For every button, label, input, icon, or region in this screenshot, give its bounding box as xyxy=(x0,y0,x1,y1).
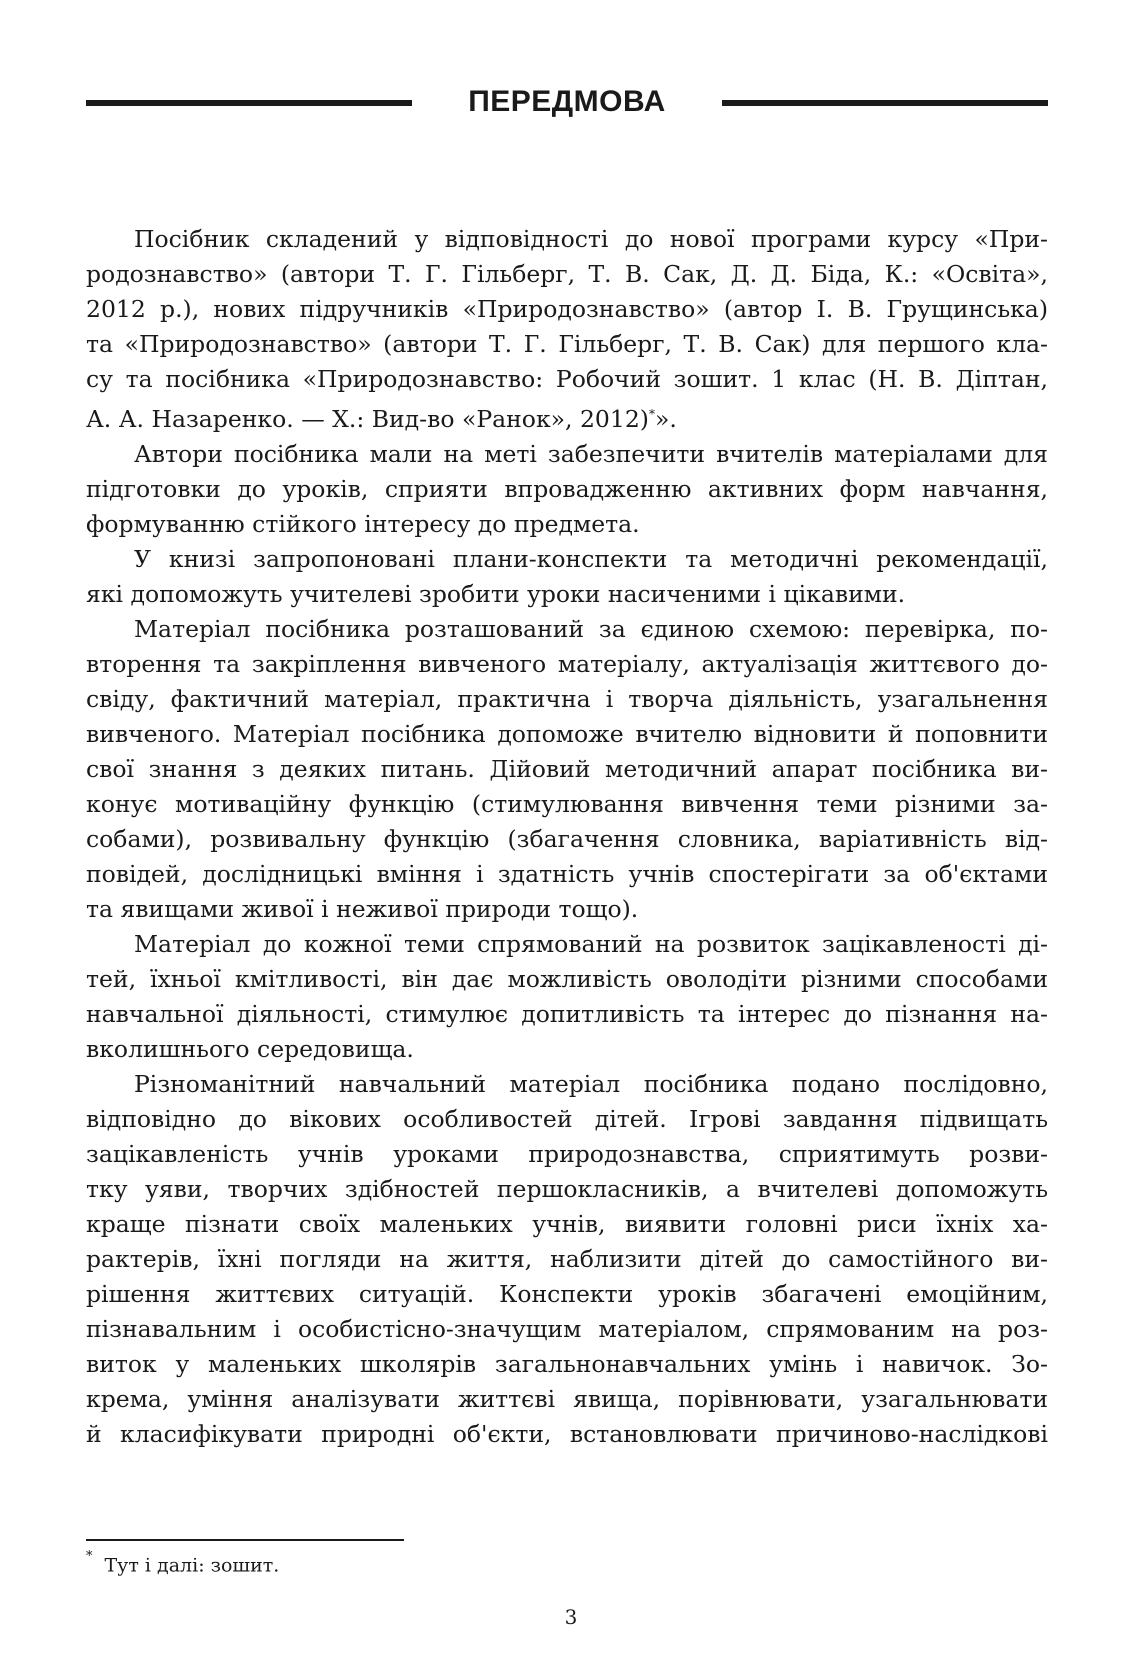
text-line: навчальної діяльності, стимулює допитливість та інтерес до пізнання на- xyxy=(86,999,1048,1028)
page-header xyxy=(86,80,1048,124)
text-line: вколишнього середовища. xyxy=(86,1034,414,1063)
footnote-divider xyxy=(86,1539,404,1541)
text-line: родознавство» (автори Т. Г. Гільберг, Т. В. Сак, Д. Д. Біда, К.: «Освіта», xyxy=(86,260,1048,288)
paragraph-6 xyxy=(86,1067,1048,1452)
header-rule-right xyxy=(722,100,1048,106)
footnote-text: Тут і далі: зошит. xyxy=(104,1554,280,1577)
text-line: зацікавленість учнів уроками природознавства, сприятимуть розви- xyxy=(86,1139,1048,1168)
paragraph-3 xyxy=(86,542,1048,612)
text-line: виток у маленьких школярів загальнонавчальних умінь і навичок. Зо- xyxy=(86,1349,1048,1378)
page-number: 3 xyxy=(564,1605,578,1629)
text-line: 2012 р.), нових підручників «Природознавство» (автор І. В. Грущинська) xyxy=(86,295,1048,323)
text-line: пізнавальним і особистісно-значущим матеріалом, спрямованим на роз- xyxy=(86,1314,1048,1343)
text-line: формуванню стійкого інтересу до предмета. xyxy=(86,509,640,538)
text-line: відповідно до вікових особливостей дітей. Ігрові завдання підвищать xyxy=(86,1104,1048,1133)
paragraph-2 xyxy=(86,437,1048,542)
text-line: які допоможуть учителеві зробити уроки насиченими і цікавими. xyxy=(86,579,906,608)
text-line: Матеріал посібника розташований за єдиною схемою: перевірка, по- xyxy=(134,614,1048,643)
footnote xyxy=(86,1548,279,1578)
text-line: й класифікувати природні об'єкти, встановлювати причиново-наслідкові xyxy=(86,1419,1048,1448)
text-line: крема, уміння аналізувати життєві явища, порівнювати, узагальнювати xyxy=(86,1384,1048,1413)
text-line: вторення та закріплення вивченого матеріалу, актуалізація життєвого до- xyxy=(86,649,1048,678)
text-line: вивченого. Матеріал посібника допоможе вчителю відновити й поповнити xyxy=(86,719,1048,748)
text-line: та «Природознавство» (автори Т. Г. Гільберг, Т. В. Сак) для першого кла- xyxy=(86,330,1048,358)
text-fragment: ». xyxy=(654,404,677,433)
text-line: рішення життєвих ситуацій. Конспекти уроків збагачені емоційним, xyxy=(86,1279,1048,1308)
text-line: конує мотиваційну функцію (стимулювання вивчення теми різними за- xyxy=(86,789,1048,818)
text-line: собами), розвивальну функцію (збагачення словника, варіативність від- xyxy=(86,824,1048,853)
text-line: У книзі запропоновані плани-конспекти та методичні рекомендації, xyxy=(134,544,1048,573)
text-line: Посібник складений у відповідності до нової програми курсу «При- xyxy=(134,225,1048,253)
text-line: свої знання з деяких питань. Дійовий методичний апарат посібника ви- xyxy=(86,754,1048,783)
text-line: тку уяви, творчих здібностей першокласників, а вчителеві допоможуть xyxy=(86,1174,1048,1203)
text-line: краще пізнати своїх маленьких учнів, виявити головні риси їхніх ха- xyxy=(86,1209,1048,1238)
footnote-marker: * xyxy=(86,1549,93,1564)
text-fragment: А. А. Назаренко. — Х.: Вид-во «Ранок», 2012) xyxy=(86,404,649,433)
text-line: повідей, дослідницькі вміння і здатність учнів спостерігати за об'єктами xyxy=(86,859,1048,888)
text-line: Матеріал до кожної теми спрямований на розвиток зацікавленості ді- xyxy=(134,929,1048,958)
header-rule-left xyxy=(86,100,412,106)
text-line: су та посібника «Природознавство: Робочий зошит. 1 клас (Н. В. Діптан, xyxy=(86,365,1048,393)
main-text xyxy=(86,222,1048,1452)
text-line xyxy=(86,397,1048,437)
text-line: тей, їхньої кмітливості, він дає можливість оволодіти різними способами xyxy=(86,964,1048,993)
paragraph-1 xyxy=(86,222,1048,437)
text-line: свіду, фактичний матеріал, практична і творча діяльність, узагальнення xyxy=(86,684,1048,713)
text-line: Різноманітний навчальний матеріал посібника подано послідовно, xyxy=(134,1069,1048,1098)
page-title: ПЕРЕДМОВА xyxy=(468,85,666,118)
text-line: підготовки до уроків, сприяти впровадженню активних форм навчання, xyxy=(86,474,1048,503)
footnote-reference: * xyxy=(648,407,655,421)
text-line: рактерів, їхні погляди на життя, наблизити дітей до самостійного ви- xyxy=(86,1244,1048,1273)
paragraph-5 xyxy=(86,927,1048,1067)
text-line: Автори посібника мали на меті забезпечити вчителів матеріалами для xyxy=(134,439,1048,468)
text-line: та явищами живої і неживої природи тощо). xyxy=(86,894,639,923)
paragraph-4 xyxy=(86,612,1048,927)
